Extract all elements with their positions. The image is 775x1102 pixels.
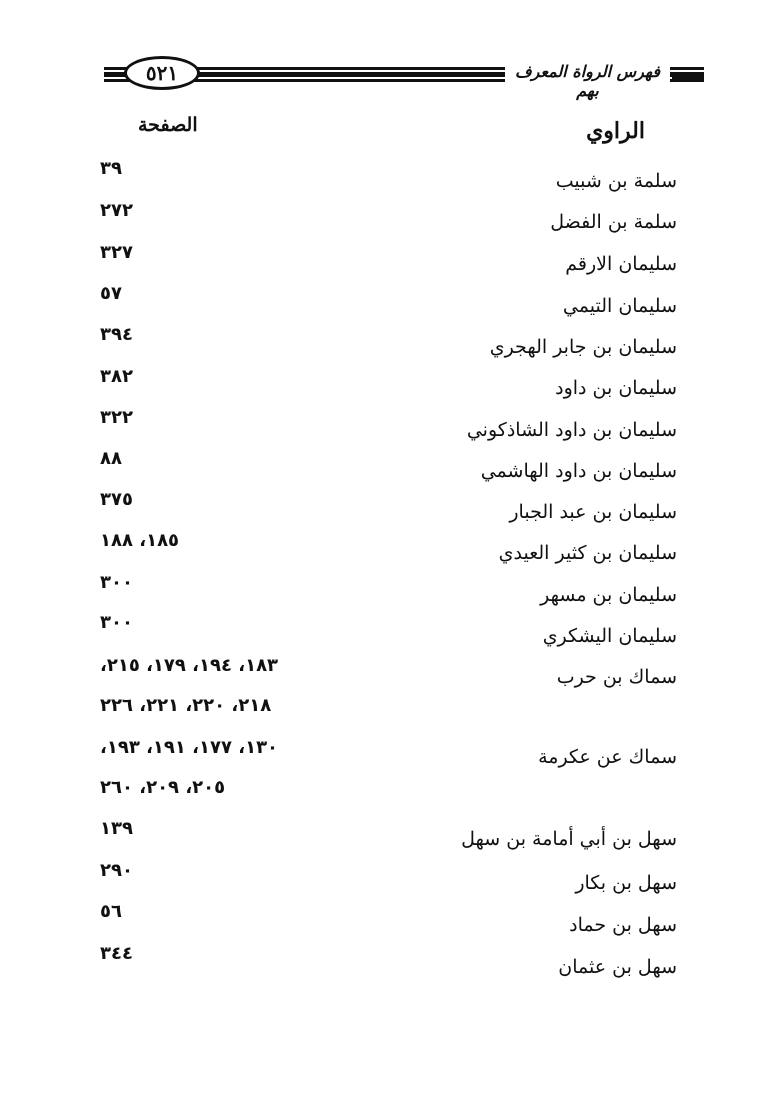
header-title: فهرس الرواة المعرف بهم xyxy=(505,62,670,100)
header-rule-right-cap xyxy=(672,72,704,80)
narrator-name: سهل بن عثمان xyxy=(558,956,677,978)
narrator-name: سليمان اليشكري xyxy=(542,625,677,647)
narrator-name: سليمان بن داود الهاشمي xyxy=(480,460,677,482)
narrator-name: سليمان بن عبد الجبار xyxy=(509,501,677,523)
page-numbers: ٨٨ xyxy=(100,448,122,469)
page-numbers: ٥٧ xyxy=(100,283,122,304)
page-numbers: ٣٨٢ xyxy=(100,366,133,387)
page-numbers: ٣٢٧ xyxy=(100,242,133,263)
narrator-name: سماك بن حرب xyxy=(556,666,677,688)
narrator-name: سهل بن أبي أمامة بن سهل xyxy=(461,828,677,850)
narrator-name: سليمان بن كثير العيدي xyxy=(498,542,677,564)
page-numbers: ٣٢٢ xyxy=(100,407,133,428)
narrator-name: سليمان بن جابر الهجري xyxy=(489,336,677,358)
page-numbers: ١٣٠، ١٧٧، ١٩١، ١٩٣، xyxy=(100,737,279,758)
page-number-oval: ٥٢١ xyxy=(124,56,200,90)
page-numbers: ٣٠٠ xyxy=(100,572,133,593)
narrator-name: سليمان بن مسهر xyxy=(540,584,677,606)
page-numbers: ١٣٩ xyxy=(100,818,133,839)
narrator-name: سلمة بن شبيب xyxy=(555,170,677,192)
narrator-name: سهل بن بكار xyxy=(575,872,677,894)
page-numbers: ١٨٣، ١٩٤، ١٧٩، ٢١٥، xyxy=(100,655,279,676)
page-numbers-continued: ٢٠٥، ٢٠٩، ٢٦٠ xyxy=(100,777,226,798)
narrator-name: سلمة بن الفضل xyxy=(550,211,677,233)
page-numbers: ٣٩ xyxy=(100,158,122,179)
page-numbers: ٢٩٠ xyxy=(100,860,133,881)
narrator-name: سليمان بن داود الشاذكوني xyxy=(466,419,677,441)
page-column-heading: الصفحة xyxy=(138,114,198,136)
narrator-name: سليمان التيمي xyxy=(562,295,677,317)
page-numbers: ٥٦ xyxy=(100,901,122,922)
narrator-name: سهل بن حماد xyxy=(569,914,677,936)
narrator-name: سليمان بن داود xyxy=(555,377,677,399)
page-numbers: ٣٠٠ xyxy=(100,612,133,633)
page-numbers: ٢٧٢ xyxy=(100,200,133,221)
page-numbers-continued: ٢١٨، ٢٢٠، ٢٢١، ٢٢٦ xyxy=(100,695,272,716)
page-numbers: ١٨٥، ١٨٨ xyxy=(100,530,180,551)
narrator-name: سماك عن عكرمة xyxy=(538,746,677,768)
narrator-column-heading: الراوي xyxy=(586,118,645,144)
page-numbers: ٣٤٤ xyxy=(100,943,133,964)
page-numbers: ٣٧٥ xyxy=(100,489,133,510)
page-numbers: ٣٩٤ xyxy=(100,324,133,345)
narrator-name: سليمان الارقم xyxy=(565,253,677,275)
